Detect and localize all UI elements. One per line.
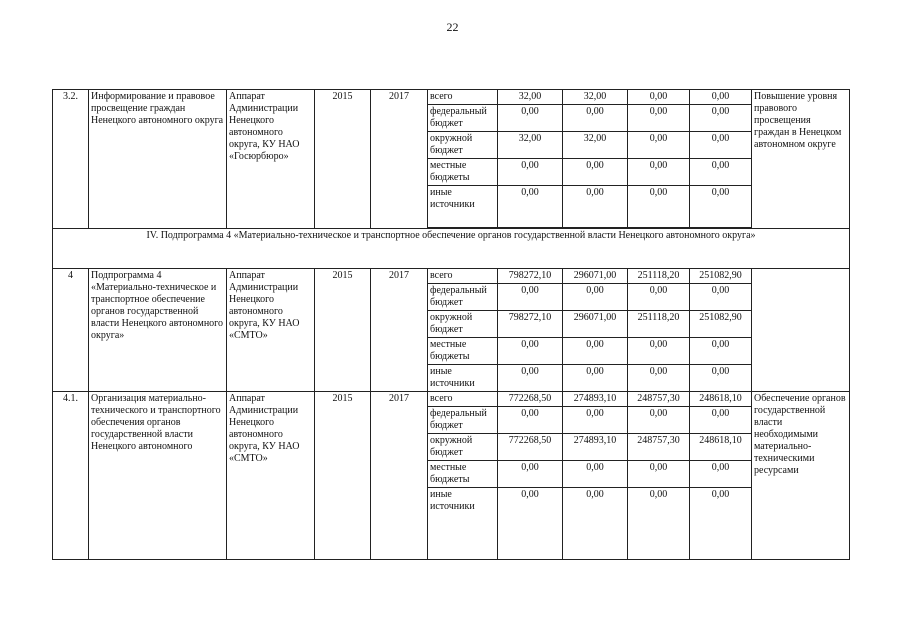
value-total: 0,00 (498, 105, 563, 132)
row-number: 4 (53, 269, 89, 392)
value-2015: 296071,00 (563, 269, 628, 284)
value-2016: 0,00 (628, 132, 690, 159)
funding-source: иные источники (428, 488, 498, 560)
value-total: 0,00 (498, 284, 563, 311)
executor: Аппарат Администрации Ненецкого автономного округа, КУ НАО «СМТО» (227, 392, 315, 560)
value-2016: 0,00 (628, 407, 690, 434)
end-year: 2017 (371, 90, 428, 229)
table-row (53, 90, 850, 105)
value-2016: 0,00 (628, 90, 690, 105)
value-total: 0,00 (498, 186, 563, 228)
value-2015: 0,00 (563, 105, 628, 132)
value-2016: 0,00 (628, 338, 690, 365)
value-total: 0,00 (498, 365, 563, 392)
section-heading: IV. Подпрограмма 4 «Материально-техническое и транспортное обеспечение органов государственной власти Ненецкого автономного округа» (53, 229, 850, 269)
value-2016: 251118,20 (628, 311, 690, 338)
value-2015: 0,00 (563, 284, 628, 311)
value-2017: 248618,10 (690, 434, 752, 461)
expected-result (752, 269, 850, 392)
value-2016: 248757,30 (628, 434, 690, 461)
value-2015: 0,00 (563, 338, 628, 365)
value-2016: 0,00 (628, 365, 690, 392)
value-2015: 0,00 (563, 407, 628, 434)
expected-result: Обеспечение органов государственной власти необходимыми материально-техническими ресурсами (752, 392, 850, 560)
funding-source: окружной бюджет (428, 132, 498, 159)
value-total: 0,00 (498, 159, 563, 186)
value-2015: 0,00 (563, 461, 628, 488)
value-2016: 0,00 (628, 284, 690, 311)
funding-source: иные источники (428, 186, 498, 228)
section-heading-row (53, 229, 850, 269)
value-2015: 32,00 (563, 90, 628, 105)
value-2016: 0,00 (628, 105, 690, 132)
value-2015: 0,00 (563, 488, 628, 560)
row-number: 3.2. (53, 90, 89, 229)
value-2017: 0,00 (690, 159, 752, 186)
expected-result: Повышение уровня правового просвещения граждан в Ненецком автономном округе (752, 90, 850, 229)
value-2017: 0,00 (690, 105, 752, 132)
activity-name: Информирование и правовое просвещение граждан Ненецкого автономного округа (89, 90, 227, 229)
value-2015: 0,00 (563, 159, 628, 186)
value-total: 0,00 (498, 407, 563, 434)
value-2017: 0,00 (690, 284, 752, 311)
value-total: 32,00 (498, 90, 563, 105)
value-total: 0,00 (498, 461, 563, 488)
table-row (53, 392, 850, 407)
value-total: 772268,50 (498, 392, 563, 407)
value-2017: 251082,90 (690, 311, 752, 338)
value-2017: 251082,90 (690, 269, 752, 284)
value-total: 32,00 (498, 132, 563, 159)
value-2017: 0,00 (690, 186, 752, 228)
start-year: 2015 (315, 392, 371, 560)
start-year: 2015 (315, 269, 371, 392)
value-2017: 0,00 (690, 132, 752, 159)
activity-name: Организация материально-технического и транспортного обеспечения органов государственной власти Ненецкого автономного (89, 392, 227, 560)
value-2016: 0,00 (628, 488, 690, 560)
funding-source: окружной бюджет (428, 311, 498, 338)
value-2015: 32,00 (563, 132, 628, 159)
value-2017: 0,00 (690, 488, 752, 560)
value-2015: 274893,10 (563, 434, 628, 461)
funding-source: местные бюджеты (428, 338, 498, 365)
funding-source: всего (428, 392, 498, 407)
value-2015: 274893,10 (563, 392, 628, 407)
value-2016: 0,00 (628, 186, 690, 228)
value-2016: 248757,30 (628, 392, 690, 407)
value-2017: 0,00 (690, 90, 752, 105)
value-2017: 0,00 (690, 365, 752, 392)
value-total: 0,00 (498, 488, 563, 560)
start-year: 2015 (315, 90, 371, 229)
row-number: 4.1. (53, 392, 89, 560)
funding-source: федеральный бюджет (428, 105, 498, 132)
value-2015: 296071,00 (563, 311, 628, 338)
value-2016: 251118,20 (628, 269, 690, 284)
page-number: 22 (446, 20, 459, 34)
funding-source: всего (428, 269, 498, 284)
funding-source: местные бюджеты (428, 159, 498, 186)
funding-source: всего (428, 90, 498, 105)
funding-source: федеральный бюджет (428, 284, 498, 311)
value-2015: 0,00 (563, 186, 628, 228)
activity-name: Подпрограмма 4 «Материально-техническое и транспортное обеспечение органов государственной власти Ненецкого автономного округа» (89, 269, 227, 392)
value-total: 772268,50 (498, 434, 563, 461)
value-2016: 0,00 (628, 461, 690, 488)
funding-source: иные источники (428, 365, 498, 392)
value-2017: 0,00 (690, 407, 752, 434)
value-2017: 0,00 (690, 338, 752, 365)
value-total: 798272,10 (498, 311, 563, 338)
executor: Аппарат Администрации Ненецкого автономного округа, КУ НАО «СМТО» (227, 269, 315, 392)
funding-source: федеральный бюджет (428, 407, 498, 434)
executor: Аппарат Администрации Ненецкого автономного округа, КУ НАО «Госюрбюро» (227, 90, 315, 229)
value-2015: 0,00 (563, 365, 628, 392)
funding-source: окружной бюджет (428, 434, 498, 461)
value-total: 798272,10 (498, 269, 563, 284)
value-2017: 248618,10 (690, 392, 752, 407)
program-activities-table (52, 89, 850, 560)
funding-source: местные бюджеты (428, 461, 498, 488)
table-row (53, 269, 850, 284)
end-year: 2017 (371, 269, 428, 392)
value-2017: 0,00 (690, 461, 752, 488)
value-total: 0,00 (498, 338, 563, 365)
value-2016: 0,00 (628, 159, 690, 186)
end-year: 2017 (371, 392, 428, 560)
